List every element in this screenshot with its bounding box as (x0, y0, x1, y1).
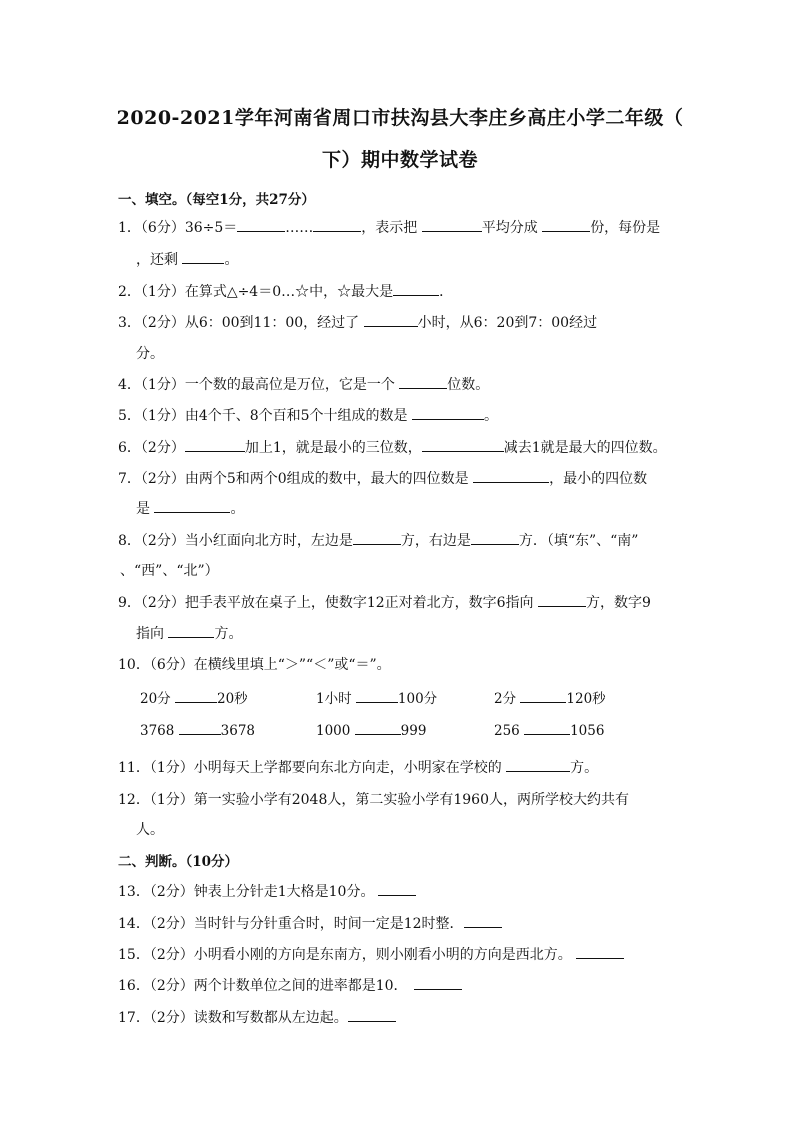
compare-left: 20分 (140, 691, 175, 707)
answer-blank[interactable] (524, 722, 570, 735)
q9-text-b: 方，数字9 (586, 595, 651, 611)
compare-right: 999 (400, 723, 427, 739)
answer-blank[interactable] (422, 439, 504, 452)
answer-blank[interactable] (348, 1009, 396, 1022)
question-8-cont: 、“西”、“北”） (120, 563, 219, 579)
compare-item (316, 687, 437, 707)
answer-blank[interactable] (473, 470, 549, 483)
question-1 (118, 217, 660, 237)
question-1-cont (136, 249, 238, 269)
compare-right: 3678 (220, 723, 256, 739)
answer-blank[interactable] (464, 915, 502, 928)
q1-text-e: 份，每份是 (590, 220, 661, 236)
q6-text-b: 加上1，就是最小的三位数， (244, 440, 422, 456)
question-11 (118, 757, 598, 777)
answer-blank[interactable] (355, 722, 401, 735)
q7-text-a: 7．（2分）由两个5和两个0组成的数中，最大的四位数是 (118, 471, 474, 487)
compare-right: 1056 (570, 723, 605, 739)
q3-text-a: 3．（2分）从6：00到11：00，经过了 (118, 315, 364, 331)
question-2 (118, 281, 453, 301)
question-10: 10．（6分）在横线里填上“＞”“＜”或“＝”。 (118, 657, 391, 673)
answer-blank[interactable] (154, 500, 230, 513)
q5-text-b: 。 (484, 408, 498, 424)
section-true-false: 二、判断。（10分） (118, 854, 239, 870)
question-3 (118, 312, 597, 332)
q9-cont-a: 指向 (136, 626, 169, 642)
q1-text-b: …… (285, 220, 314, 236)
compare-left: 1小时 (316, 691, 356, 707)
q6-text-c: 减去1就是最大的四位数。 (503, 440, 667, 456)
answer-blank[interactable] (356, 690, 398, 703)
q6-text-a: 6．（2分） (118, 440, 185, 456)
compare-left: 1000 (316, 723, 355, 739)
answer-blank[interactable] (179, 722, 221, 735)
answer-blank[interactable] (168, 625, 214, 638)
answer-blank[interactable] (393, 283, 439, 296)
answer-blank[interactable] (182, 251, 224, 264)
q7-cont-a: 是 (136, 501, 155, 517)
answer-blank[interactable] (576, 946, 624, 959)
q2-text-b: ． (439, 284, 454, 300)
compare-item (494, 687, 606, 707)
answer-blank[interactable] (364, 314, 418, 327)
question-16 (118, 975, 462, 995)
q9-cont-b: 方。 (214, 626, 243, 642)
answer-blank[interactable] (520, 690, 566, 703)
question-9 (118, 592, 651, 612)
question-7 (118, 468, 647, 488)
answer-blank[interactable] (414, 977, 462, 990)
section-fill-in: 一、填空。（每空1分，共27分） (118, 192, 315, 208)
q11-text-b: 方。 (570, 760, 599, 776)
q14-text: 14．（2分）当时针与分针重合时，时间一定是12时整． (118, 916, 464, 932)
compare-item (140, 687, 248, 707)
question-12: 12．（1分）第一实验小学有2048人，第二实验小学有1960人，两所学校大约共有 (118, 792, 629, 808)
answer-blank[interactable] (538, 594, 586, 607)
answer-blank[interactable] (185, 439, 245, 452)
exam-title-line2: 下）期中数学试卷 (321, 149, 478, 171)
question-4 (118, 374, 489, 394)
answer-blank[interactable] (506, 759, 570, 772)
q7-cont-b: 。 (230, 501, 245, 517)
q8-text-c: 方．（填“东”、“南” (518, 533, 639, 549)
answer-blank[interactable] (237, 219, 285, 232)
question-3-cont: 分。 (136, 346, 164, 362)
question-5 (118, 405, 498, 425)
q8-text-a: 8．（2分）当小红面向北方时，左边是 (118, 533, 353, 549)
question-6 (118, 437, 667, 457)
q5-text-a: 5．（1分）由4个千、8个百和5个十组成的数是 (118, 408, 412, 424)
compare-right: 100分 (397, 691, 438, 707)
answer-blank[interactable] (378, 883, 416, 896)
q17-text: 17．（2分）读数和写数都从左边起。 (118, 1010, 348, 1026)
compare-item (316, 722, 426, 739)
answer-blank[interactable] (542, 219, 590, 232)
compare-left: 3768 (140, 723, 179, 739)
compare-left: 2分 (494, 691, 521, 707)
q1-text-a: 1．（6分）36÷5＝ (118, 220, 238, 236)
compare-right: 120秒 (566, 691, 606, 707)
q7-text-b: ，最小的四位数 (549, 471, 648, 487)
q4-text-a: 4．（1分）一个数的最高位是万位，它是一个 (118, 377, 400, 393)
q8-text-b: 方，右边是 (400, 533, 471, 549)
question-7-cont (136, 498, 244, 518)
exam-title-line1: 2020-2021学年河南省周口市扶沟县大李庄乡高庄小学二年级（ (116, 107, 684, 129)
answer-blank[interactable] (175, 690, 217, 703)
answer-blank[interactable] (313, 219, 361, 232)
answer-blank[interactable] (399, 376, 447, 389)
q16-text: 16．（2分）两个计数单位之间的进率都是10． (118, 978, 408, 994)
question-13 (118, 881, 416, 901)
question-17 (118, 1007, 396, 1027)
q15-text: 15．（2分）小明看小刚的方向是东南方，则小刚看小明的方向是西北方。 (118, 947, 572, 963)
q1-text-c: ，表示把 (361, 220, 422, 236)
q13-text: 13．（2分）钟表上分针走1大格是10分。 (118, 884, 375, 900)
answer-blank[interactable] (353, 532, 401, 545)
question-14 (118, 913, 502, 933)
q11-text-a: 11．（1分）小明每天上学都要向东北方向走，小明家在学校的 (118, 760, 507, 776)
q4-text-b: 位数。 (447, 377, 490, 393)
q1-cont-b: 。 (224, 252, 239, 268)
answer-blank[interactable] (422, 219, 482, 232)
q9-text-a: 9．（2分）把手表平放在桌子上，使数字12正对着北方，数字6指向 (118, 595, 538, 611)
compare-item (140, 722, 255, 739)
question-8 (118, 530, 638, 550)
compare-left: 256 (494, 723, 525, 739)
question-15 (118, 944, 624, 964)
compare-item (494, 722, 604, 739)
answer-blank[interactable] (412, 407, 484, 420)
compare-right: 20秒 (216, 691, 248, 707)
question-9-cont (136, 623, 242, 643)
q1-cont-a: ，还剩 (136, 252, 183, 268)
q3-text-b: 小时，从6：20到7：00经过 (417, 315, 598, 331)
answer-blank[interactable] (471, 532, 519, 545)
q2-text-a: 2．（1分）在算式△÷4＝0…☆中，☆最大是 (118, 284, 394, 300)
q1-text-d: 平均分成 (481, 220, 543, 236)
question-12-cont: 人。 (136, 822, 164, 838)
